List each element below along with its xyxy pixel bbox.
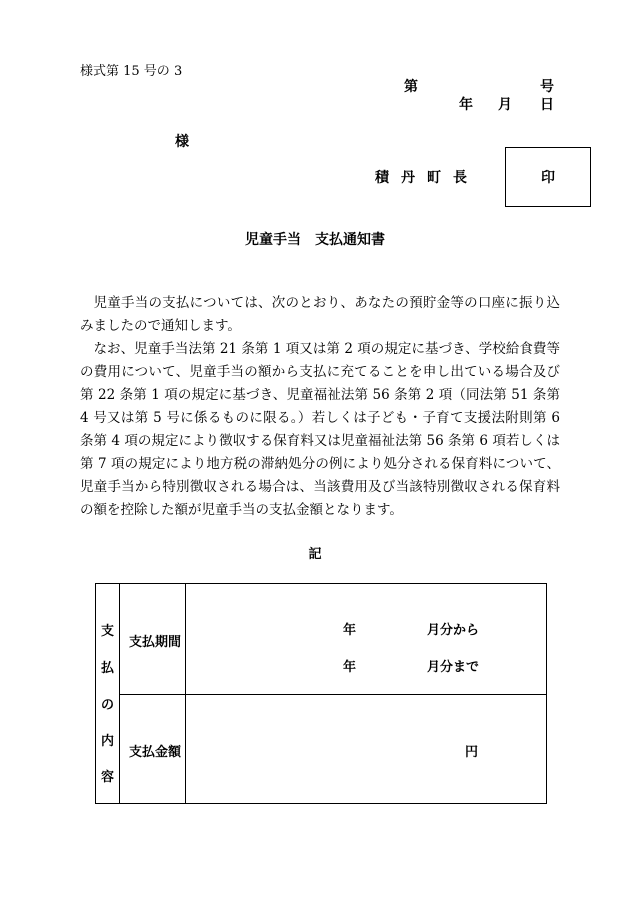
date-year: 年 [459, 97, 473, 113]
seal-box [505, 147, 591, 207]
column-divider [185, 584, 186, 803]
side-label-char: 払 [100, 661, 114, 676]
seal-label: 印 [541, 170, 555, 186]
side-label-char: 容 [100, 770, 114, 785]
period-from-year: 年 [343, 623, 357, 638]
period-to-year: 年 [343, 660, 357, 675]
number-suffix: 号 [540, 79, 554, 95]
period-to-month: 月分まで [427, 660, 480, 675]
body-paragraph-2: なお、児童手当法第 21 条第 1 項又は第 2 項の規定に基づき、学校給食費等の費用について、児童手当の額から支払に充てることを申し出ている場合及び第 22 条第 1 項の規定に基づき、児童福祉法第 56 条第 2 項（同法第 51 条第 4 号又は第 5 号に係るものに限る。）若しくは子ども・子育て支援法附則第 6 条第 4 項の規定により徴収する保育料又は児童福祉法第 56 条第 6 項若しくは第 7 項の規定により地方税の滞納処分の例により処分される保育料について、児童手当から特別徴収される場合は、当該費用及び当該特別徴収される保育料の額を控除した額が児童手当の支払金額となります。 [80, 341, 560, 518]
side-label-char: 内 [100, 734, 114, 749]
form-number: 様式第 15 号の 3 [80, 64, 183, 79]
date-day: 日 [540, 97, 554, 113]
addressee-suffix: 様 [175, 134, 189, 150]
period-from-month: 月分から [427, 623, 480, 638]
date-month: 月 [498, 97, 512, 113]
amount-unit: 円 [465, 745, 479, 760]
row-divider [119, 694, 546, 695]
side-label-char: 支 [100, 624, 114, 639]
side-label-char: の [100, 698, 114, 713]
issuer-name: 積丹町長 [375, 170, 479, 186]
ki-heading: 記 [308, 547, 322, 562]
amount-label: 支払金額 [129, 745, 182, 760]
payment-table [95, 583, 547, 804]
period-label: 支払期間 [129, 635, 182, 650]
body-paragraph-1: 児童手当の支払については、次のとおり、あなたの預貯金等の口座に振り込みましたので通知します。 [80, 295, 560, 334]
side-label-column [96, 584, 120, 803]
document-title: 児童手当 支払通知書 [245, 232, 385, 248]
notice-body [80, 292, 560, 522]
number-prefix: 第 [404, 79, 418, 95]
